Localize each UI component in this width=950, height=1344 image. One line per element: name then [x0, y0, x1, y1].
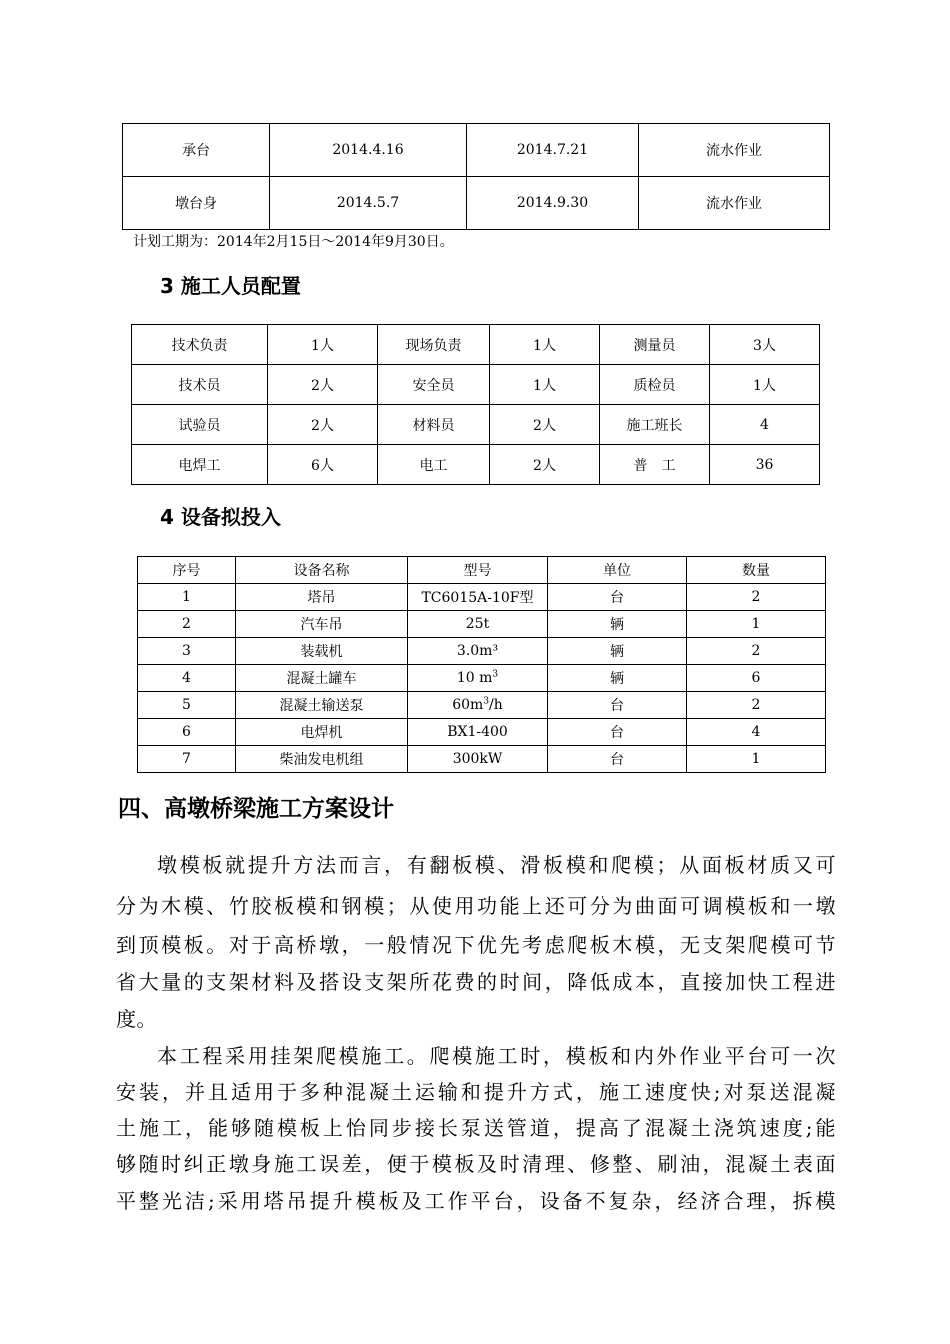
equip-no: 3: [138, 638, 236, 665]
equip-unit: 辆: [548, 665, 687, 692]
staff-count: 4: [710, 405, 820, 445]
equip-model: 300kW: [408, 746, 548, 773]
staff-role: 安全员: [378, 365, 490, 405]
table-row: [123, 124, 830, 177]
equip-name: 柴油发电机组: [236, 746, 408, 773]
header-no: 序号: [138, 557, 236, 584]
equip-qty: 1: [687, 611, 826, 638]
staff-count: 1人: [490, 325, 600, 365]
staff-role: 试验员: [132, 405, 268, 445]
header-name: 设备名称: [236, 557, 408, 584]
staff-count: 36: [710, 445, 820, 485]
schedule-cell-name: 承台: [123, 124, 270, 177]
table-row: [123, 177, 830, 230]
staff-role: 技术员: [132, 365, 268, 405]
table-row: [132, 325, 820, 365]
equip-unit: 辆: [548, 611, 687, 638]
equip-model-superscript: 3: [483, 696, 490, 707]
equip-model-superscript: 3: [492, 669, 499, 680]
paragraph-line: 省大量的支架材料及搭设支架所花费的时间，降低成本，直接加快工程进: [116, 970, 836, 994]
table-row: [138, 665, 826, 692]
schedule-note: 计划工期为：2014年2月15日～2014年9月30日。: [133, 234, 454, 250]
equip-qty: 4: [687, 719, 826, 746]
equip-no: 7: [138, 746, 236, 773]
table-row: [138, 746, 826, 773]
staff-role: 现场负责: [378, 325, 490, 365]
equip-qty: 1: [687, 746, 826, 773]
equip-unit: 台: [548, 746, 687, 773]
table-row: [138, 692, 826, 719]
staff-count: 6人: [268, 445, 378, 485]
equip-model: 3.0m³: [408, 638, 548, 665]
staff-role: 电工: [378, 445, 490, 485]
staff-role: 质检员: [600, 365, 710, 405]
staff-count: 1人: [268, 325, 378, 365]
staff-role: 普 工: [600, 445, 710, 485]
table-row: [132, 405, 820, 445]
equip-name: 塔吊: [236, 584, 408, 611]
equip-name: 混凝土罐车: [236, 665, 408, 692]
paragraph-line: 到顶模板。对于高桥墩，一般情况下优先考虑爬板木模，无支架爬模可节: [116, 933, 836, 957]
schedule-cell-start: 2014.5.7: [270, 177, 467, 230]
staff-role: 电焊工: [132, 445, 268, 485]
table-row: [132, 365, 820, 405]
paragraph-line: 够随时纠正墩身施工误差，便于模板及时清理、修整、刷油，混凝土表面: [116, 1152, 836, 1176]
paragraph-line: 本工程采用挂架爬模施工。爬模施工时，模板和内外作业平台可一次: [157, 1044, 836, 1068]
schedule-cell-end: 2014.9.30: [467, 177, 639, 230]
staff-count: 1人: [490, 365, 600, 405]
equipment-section-title: 4 设备拟投入: [160, 505, 281, 529]
paragraph-line: 安装，并且适用于多种混凝土运输和提升方式，施工速度快;对泵送混凝: [116, 1080, 836, 1104]
paragraph-line: 分为木模、竹胶板模和钢模；从使用功能上还可分为曲面可调模板和一墩: [116, 894, 836, 918]
staff-section-title: 3 施工人员配置: [160, 274, 301, 298]
paragraph-line: 墩模板就提升方法而言，有翻板模、滑板模和爬模；从面板材质又可: [157, 853, 836, 877]
table-row: [132, 445, 820, 485]
paragraph-line: 土施工，能够随模板上怡同步接长泵送管道，提高了混凝土浇筑速度;能: [116, 1116, 836, 1140]
staff-count: 1人: [710, 365, 820, 405]
table-row: [138, 584, 826, 611]
equip-qty: 2: [687, 692, 826, 719]
staff-role: 材料员: [378, 405, 490, 445]
header-qty: 数量: [687, 557, 826, 584]
schedule-cell-method: 流水作业: [639, 124, 830, 177]
equip-qty: 6: [687, 665, 826, 692]
staff-count: 2人: [268, 405, 378, 445]
equip-model-base: 10 m: [456, 670, 493, 686]
equip-no: 4: [138, 665, 236, 692]
equip-model: 25t: [408, 611, 548, 638]
schedule-cell-name: 墩台身: [123, 177, 270, 230]
equip-qty: 2: [687, 638, 826, 665]
table-row: [138, 719, 826, 746]
staff-table: [131, 324, 820, 485]
equip-name: 汽车吊: [236, 611, 408, 638]
paragraph-line: 度。: [116, 1007, 157, 1031]
table-row: [138, 638, 826, 665]
equip-model-tail: /h: [489, 697, 503, 713]
equip-name: 装载机: [236, 638, 408, 665]
schedule-cell-end: 2014.7.21: [467, 124, 639, 177]
equip-no: 2: [138, 611, 236, 638]
staff-role: 技术负责: [132, 325, 268, 365]
schedule-table: [122, 123, 830, 230]
equip-no: 6: [138, 719, 236, 746]
equip-name: 混凝土输送泵: [236, 692, 408, 719]
staff-count: 2人: [490, 405, 600, 445]
equipment-table: [137, 556, 826, 773]
equip-no: 5: [138, 692, 236, 719]
chapter-title: 四、高墩桥梁施工方案设计: [118, 796, 394, 822]
equip-unit: 台: [548, 584, 687, 611]
equip-qty: 2: [687, 584, 826, 611]
staff-count: 3人: [710, 325, 820, 365]
table-header-row: [138, 557, 826, 584]
schedule-cell-start: 2014.4.16: [270, 124, 467, 177]
equip-unit: 台: [548, 692, 687, 719]
equip-model: BX1-400: [408, 719, 548, 746]
header-unit: 单位: [548, 557, 687, 584]
header-model: 型号: [408, 557, 548, 584]
staff-role: 测量员: [600, 325, 710, 365]
equip-unit: 辆: [548, 638, 687, 665]
equip-model-base: 60m: [452, 697, 484, 713]
equip-model: [408, 692, 548, 719]
schedule-cell-method: 流水作业: [639, 177, 830, 230]
staff-role: 施工班长: [600, 405, 710, 445]
equip-no: 1: [138, 584, 236, 611]
equip-model: [408, 665, 548, 692]
equip-name: 电焊机: [236, 719, 408, 746]
equip-unit: 台: [548, 719, 687, 746]
staff-count: 2人: [268, 365, 378, 405]
paragraph-line: 平整光洁;采用塔吊提升模板及工作平台，设备不复杂，经济合理，拆模: [116, 1189, 836, 1213]
table-row: [138, 611, 826, 638]
equip-model: TC6015A-10F型: [408, 584, 548, 611]
staff-count: 2人: [490, 445, 600, 485]
